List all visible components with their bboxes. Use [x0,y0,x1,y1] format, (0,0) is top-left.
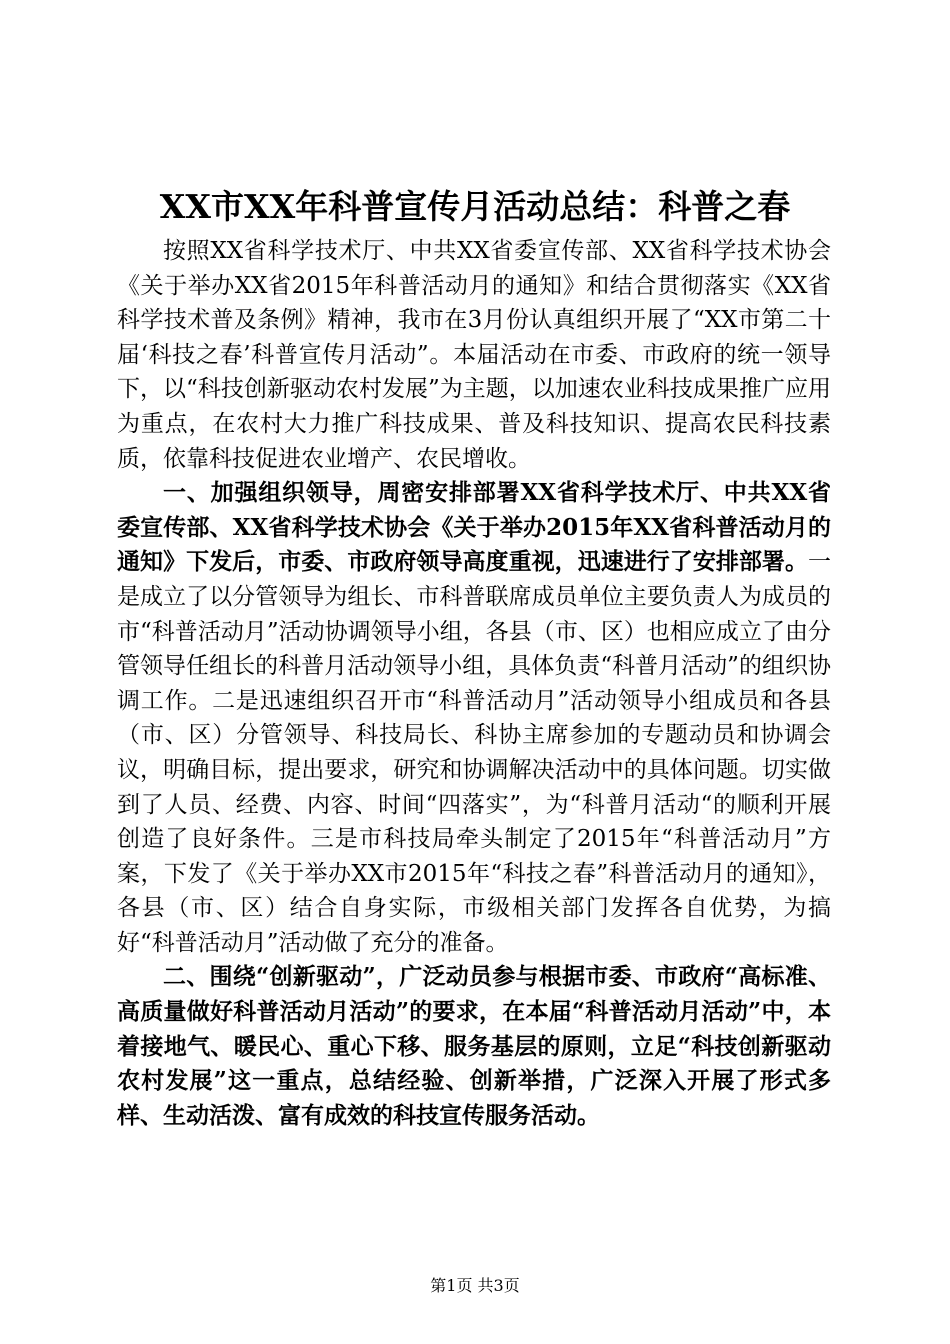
paragraph-section-1 [117,476,831,960]
page-footer: 第1页 共3页 [430,1276,520,1295]
paragraph-intro-text: 按照XX省科学技术厅、中共XX省委宣传部、XX省科学技术协会《关于举办XX省2015年科普活动月的通知》和结合贯彻落实《XX省科学技术普及条例》精神，我市在3月份认真组织开展了“XX市第二十届‘科技之春’科普宣传月活动”。本届活动在市委、市政府的统一领导下，以“科技创新驱动农村发展”为主题，以加速农业科技成果推广应用为重点，在农村大力推广科技成果、普及科技知识、提高农民科技素质，依靠科技促进农业增产、农民增收。 [117,238,831,472]
document-body [117,234,831,1133]
paragraph-intro [117,234,831,476]
section-2-heading: 二、围绕“创新驱动”，广泛动员参与根据市委、市政府“高标准、高质量做好科普活动月活动”的要求，在本届“科普活动月活动”中，本着接地气、暖民心、重心下移、服务基层的原则，立足“科技创新驱动农村发展”这一重点，总结经验、创新举措，广泛深入开展了形式多样、生动活泼、富有成效的科技宣传服务活动。 [117,963,831,1129]
paragraph-section-2 [117,960,831,1133]
section-1-heading: 一、加强组织领导，周密安排部署XX省科学技术厅、中共XX省委宣传部、XX省科学技术协会《关于举办2015年XX省科普活动月的通知》下发后，市委、市政府领导高度重视，迅速进行了安排部署。 [117,479,831,576]
section-1-text: 一是成立了以分管领导为组长、市科普联席成员单位主要负责人为成员的市“科普活动月”活动协调领导小组，各县（市、区）也相应成立了由分管领导任组长的科普月活动领导小组，具体负责“科普月活动”的组织协调工作。二是迅速组织召开市“科普活动月”活动领导小组成员和各县（市、区）分管领导、科技局长、科协主席参加的专题动员和协调会议，明确目标，提出要求，研究和协调解决活动中的具体问题。切实做到了人员、经费、内容、时间“四落实”，为“科普月活动“的顺利开展创造了良好条件。三是市科技局牵头制定了2015年“科普活动月”方案，下发了《关于举办XX市2015年“科技之春”科普活动月的通知》，各县（市、区）结合自身实际，市级相关部门发挥各自优势，为搞好“科普活动月”活动做了充分的准备。 [117,549,831,956]
document-title: XX市XX年科普宣传月活动总结：科普之春 [159,187,791,226]
